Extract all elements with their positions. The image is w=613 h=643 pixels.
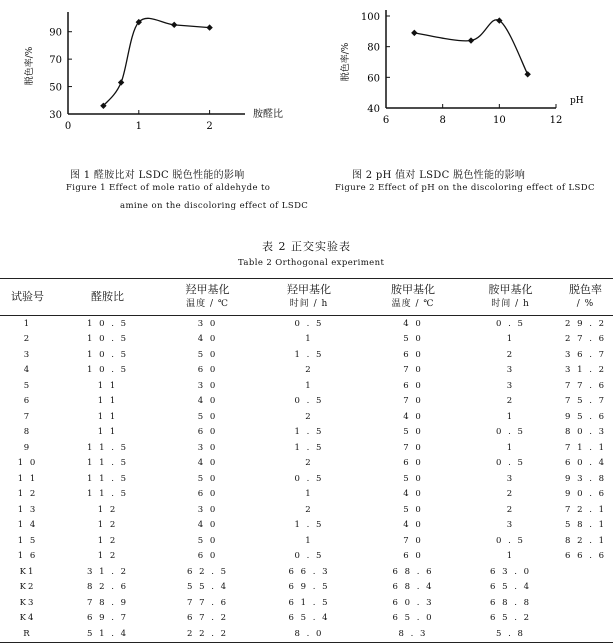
table-cell: 8 2 . 6 bbox=[86, 582, 129, 593]
data-point-marker bbox=[206, 24, 212, 30]
table-row bbox=[0, 502, 613, 518]
table-cell: 6 2 . 5 bbox=[186, 566, 229, 577]
table-row bbox=[0, 533, 613, 549]
table-row bbox=[0, 471, 613, 487]
table-cell: 4 0 bbox=[403, 520, 423, 531]
column-header-title: 试验号 bbox=[11, 290, 44, 303]
table-row bbox=[0, 611, 613, 627]
table-cell: 7 5 . 7 bbox=[564, 396, 607, 407]
table-cell: 4 0 bbox=[197, 396, 218, 407]
series-line bbox=[414, 20, 527, 75]
column-header bbox=[160, 279, 255, 316]
table-row bbox=[0, 456, 613, 472]
table-cell: 4 bbox=[23, 365, 32, 376]
table-cell: 0 . 5 bbox=[294, 551, 324, 562]
table-cell: 3 bbox=[506, 473, 515, 484]
column-header bbox=[463, 279, 558, 316]
table-cell: 6 5 . 4 bbox=[288, 613, 330, 624]
table-cell: 5 8 . 1 bbox=[564, 520, 607, 531]
x-axis-label: pH bbox=[570, 96, 584, 106]
table-cell: 1 . 5 bbox=[294, 427, 324, 438]
data-point-marker bbox=[411, 30, 417, 36]
table-cell bbox=[558, 580, 613, 596]
table-cell: 1 bbox=[506, 551, 515, 562]
table-cell: 5 0 bbox=[403, 427, 423, 438]
table-row bbox=[0, 487, 613, 503]
table-cell: 6 0 . 4 bbox=[564, 458, 607, 469]
table-cell: 1 0 . 5 bbox=[86, 365, 129, 376]
table-cell: 7 0 bbox=[403, 396, 423, 407]
table-cell: 2 2 . 2 bbox=[186, 628, 229, 639]
x-tick-label: 1 bbox=[135, 121, 142, 132]
table-cell: 6 3 . 0 bbox=[489, 566, 532, 577]
y-tick-label: 70 bbox=[49, 55, 62, 67]
column-header bbox=[558, 279, 613, 316]
column-header-title: 胺甲基化 bbox=[391, 283, 435, 296]
table-cell: 6 8 . 6 bbox=[392, 566, 434, 577]
table-row bbox=[0, 440, 613, 456]
column-header bbox=[363, 279, 463, 316]
figure-2-caption-cn: 图 2 pH 值对 LSDC 脱色性能的影响 bbox=[352, 170, 526, 181]
table-cell: K2 bbox=[19, 582, 36, 593]
table-row bbox=[0, 332, 613, 348]
y-tick-label: 40 bbox=[367, 104, 380, 115]
table-cell: 4 0 bbox=[197, 520, 218, 531]
table-cell: 1 bbox=[305, 489, 313, 500]
y-tick-label: 50 bbox=[49, 82, 62, 94]
table-cell: 6 0 . 3 bbox=[392, 597, 434, 608]
x-tick-label: 0 bbox=[64, 121, 72, 132]
table-cell: 4 0 bbox=[403, 411, 423, 422]
table-cell: 2 bbox=[506, 504, 515, 515]
table-row bbox=[0, 564, 613, 580]
table-cell: 1 1 bbox=[97, 380, 118, 391]
figure-1-axes bbox=[23, 12, 283, 132]
table-cell: 1 2 bbox=[97, 520, 118, 531]
table-cell: 1 0 . 5 bbox=[86, 349, 129, 360]
table-cell: 5 0 bbox=[403, 504, 423, 515]
table-title-en: Table 2 Orthogonal experiment bbox=[238, 258, 385, 268]
table-cell: 9 3 . 8 bbox=[564, 473, 607, 484]
table-cell: 2 bbox=[305, 504, 313, 515]
table-cell: 3 bbox=[506, 520, 515, 531]
x-tick-label: 12 bbox=[549, 115, 563, 126]
y-axis-label: 脱色率/% bbox=[25, 46, 35, 86]
table-cell: 3 bbox=[506, 380, 515, 391]
table-cell: 3 0 bbox=[197, 318, 218, 329]
table-cell: 3 bbox=[23, 349, 32, 360]
table-cell: 5 0 bbox=[197, 349, 218, 360]
table-cell: 4 0 bbox=[197, 458, 218, 469]
table-cell: R bbox=[23, 628, 32, 639]
table-cell: 2 bbox=[23, 334, 32, 345]
table-cell: 3 1 . 2 bbox=[564, 365, 607, 376]
table-cell: 6 0 bbox=[403, 349, 423, 360]
table-cell: 2 bbox=[305, 411, 313, 422]
table-cell: 1 0 . 5 bbox=[86, 318, 129, 329]
table-cell: 6 0 bbox=[403, 551, 423, 562]
table-cell: 0 . 5 bbox=[294, 473, 324, 484]
table-cell: 5 bbox=[23, 380, 32, 391]
table-body bbox=[0, 316, 613, 643]
table-cell: 5 0 bbox=[403, 334, 423, 345]
table-cell: 3 1 . 2 bbox=[86, 566, 129, 577]
table-cell: 2 bbox=[506, 396, 515, 407]
figure-2-series bbox=[411, 17, 531, 77]
table-header-row bbox=[0, 279, 613, 316]
table-cell: 2 9 . 2 bbox=[564, 318, 607, 329]
table-cell: 6 8 . 4 bbox=[392, 582, 434, 593]
table-cell: 7 0 bbox=[403, 442, 423, 453]
table-cell: 6 9 . 7 bbox=[86, 613, 129, 624]
table-cell: 1 1 . 5 bbox=[86, 458, 129, 469]
table-cell: 3 bbox=[506, 365, 515, 376]
table-cell: 1 2 bbox=[97, 504, 118, 515]
table-cell: 6 5 . 2 bbox=[489, 613, 532, 624]
table-cell: 1 bbox=[23, 318, 32, 329]
column-header-unit: 温度 / ℃ bbox=[391, 299, 435, 309]
table-cell: 8 . 0 bbox=[294, 628, 324, 639]
table-cell: 0 . 5 bbox=[294, 318, 324, 329]
table-cell: 8 . 3 bbox=[398, 628, 428, 639]
table-cell: 1 . 5 bbox=[294, 520, 324, 531]
table-cell: 6 0 bbox=[197, 551, 218, 562]
table-cell: 1 1 bbox=[97, 411, 118, 422]
table-row bbox=[0, 316, 613, 332]
y-tick-label: 100 bbox=[360, 12, 380, 23]
table-cell: 1 bbox=[506, 442, 515, 453]
table-cell bbox=[558, 595, 613, 611]
table-cell bbox=[558, 564, 613, 580]
table-cell: 2 7 . 6 bbox=[564, 334, 607, 345]
table-cell: 5 1 . 4 bbox=[86, 628, 129, 639]
table-cell: 8 0 . 3 bbox=[564, 427, 607, 438]
table-cell: 1 1 bbox=[97, 396, 118, 407]
table-row bbox=[0, 580, 613, 596]
table-row bbox=[0, 626, 613, 642]
column-header-title: 胺甲基化 bbox=[488, 283, 533, 296]
table-cell: 6 0 bbox=[197, 427, 218, 438]
table-cell: 1 bbox=[506, 411, 515, 422]
table-cell: 3 0 bbox=[197, 442, 218, 453]
table-cell: 1 4 bbox=[17, 520, 38, 531]
table-cell: 6 0 bbox=[197, 365, 218, 376]
table-cell: 2 bbox=[305, 458, 313, 469]
table-cell: 6 8 . 8 bbox=[489, 597, 532, 608]
figure-1-chart bbox=[0, 0, 300, 140]
table-cell: 1 1 . 5 bbox=[86, 473, 129, 484]
column-header bbox=[255, 279, 363, 316]
table-cell: 7 2 . 1 bbox=[564, 504, 607, 515]
table-cell: 5 0 bbox=[197, 411, 218, 422]
table-cell: 4 0 bbox=[403, 489, 423, 500]
table-cell: 1 bbox=[506, 334, 515, 345]
data-point-marker bbox=[468, 37, 474, 43]
table-cell: 8 bbox=[23, 427, 32, 438]
table-cell: 4 0 bbox=[403, 318, 423, 329]
table-cell: 6 0 bbox=[403, 458, 423, 469]
column-header bbox=[0, 279, 55, 316]
table-cell: 6 6 . 6 bbox=[564, 551, 607, 562]
table-cell: 1 . 5 bbox=[294, 349, 324, 360]
table-cell: 9 0 . 6 bbox=[564, 489, 607, 500]
series-line bbox=[103, 18, 209, 105]
table-cell: 7 0 bbox=[403, 365, 423, 376]
table-cell: 7 1 . 1 bbox=[564, 442, 607, 453]
table-cell: 7 8 . 9 bbox=[86, 597, 129, 608]
table-cell: 1 2 bbox=[17, 489, 38, 500]
figure-1-caption-cn: 图 1 醛胺比对 LSDC 脱色性能的影响 bbox=[70, 170, 245, 181]
table-cell: 1 bbox=[305, 535, 313, 546]
table-cell: 1 0 bbox=[17, 458, 38, 469]
table-cell: K3 bbox=[19, 597, 36, 608]
table-cell: 0 . 5 bbox=[496, 427, 525, 438]
table-cell: 1 0 . 5 bbox=[86, 334, 129, 345]
table-cell: 1 1 bbox=[97, 427, 118, 438]
table-cell: 0 . 5 bbox=[496, 318, 525, 329]
table-cell: 6 9 . 5 bbox=[288, 582, 330, 593]
y-tick-label: 30 bbox=[49, 110, 62, 121]
column-header bbox=[55, 279, 160, 316]
x-tick-label: 8 bbox=[439, 115, 446, 126]
table-cell: 1 2 bbox=[97, 551, 118, 562]
table-cell: 7 7 . 6 bbox=[564, 380, 607, 391]
table-cell: 6 6 . 3 bbox=[288, 566, 330, 577]
table-cell: 1 bbox=[305, 334, 313, 345]
data-point-marker bbox=[118, 79, 124, 85]
y-tick-label: 80 bbox=[367, 42, 380, 54]
y-tick-label: 60 bbox=[367, 73, 380, 85]
table-row bbox=[0, 394, 613, 410]
table-cell: 1 1 . 5 bbox=[86, 489, 129, 500]
table-cell: 7 0 bbox=[403, 535, 423, 546]
table-cell: 1 . 5 bbox=[294, 442, 324, 453]
y-axis-label: 脱色率/% bbox=[341, 42, 351, 82]
figure-1-caption-en-line1: Figure 1 Effect of mole ratio of aldehyde to bbox=[66, 183, 271, 193]
table-cell: 0 . 5 bbox=[496, 458, 525, 469]
x-tick-label: 6 bbox=[382, 115, 390, 126]
table-cell: 6 0 bbox=[197, 489, 218, 500]
table-cell: 5 0 bbox=[197, 535, 218, 546]
table-cell: 1 5 bbox=[17, 535, 38, 546]
table-cell: 2 bbox=[506, 349, 515, 360]
table-cell: 2 bbox=[305, 365, 313, 376]
column-header-title: 羟甲基化 bbox=[185, 283, 230, 296]
table-cell: 7 7 . 6 bbox=[186, 597, 229, 608]
table-cell: 9 bbox=[23, 442, 32, 453]
table-cell: 4 0 bbox=[197, 334, 218, 345]
table-cell: 3 6 . 7 bbox=[564, 349, 607, 360]
table-cell: 5 0 bbox=[197, 473, 218, 484]
table-cell: 5 . 8 bbox=[496, 628, 525, 639]
table-cell: 1 2 bbox=[97, 535, 118, 546]
figure-2-caption-en: Figure 2 Effect of pH on the discoloring effect of LSDC bbox=[335, 183, 595, 193]
x-tick-label: 10 bbox=[492, 115, 506, 126]
table-cell bbox=[558, 626, 613, 642]
table-title-cn: 表 2 正交实验表 bbox=[262, 240, 351, 253]
column-header-unit: 时间 / h bbox=[491, 299, 530, 309]
column-header-title: 羟甲基化 bbox=[287, 283, 331, 296]
table-cell: 9 5 . 6 bbox=[564, 411, 607, 422]
column-header-unit: 温度 / ℃ bbox=[186, 299, 229, 309]
column-header-unit: 时间 / h bbox=[289, 299, 329, 309]
table-cell: 8 2 . 1 bbox=[564, 535, 607, 546]
table-cell: 7 bbox=[23, 411, 32, 422]
y-tick-label: 90 bbox=[49, 27, 62, 39]
table-row bbox=[0, 595, 613, 611]
table-row bbox=[0, 549, 613, 565]
table-row bbox=[0, 518, 613, 534]
table-cell: 6 bbox=[23, 396, 32, 407]
table-row bbox=[0, 425, 613, 441]
table-cell: 3 0 bbox=[197, 504, 218, 515]
table-cell: 1 3 bbox=[17, 504, 38, 515]
table-cell: 6 5 . 4 bbox=[489, 582, 532, 593]
table-row bbox=[0, 409, 613, 425]
table-cell: 5 5 . 4 bbox=[186, 582, 229, 593]
table-row bbox=[0, 363, 613, 379]
table-row bbox=[0, 347, 613, 363]
table-cell: 0 . 5 bbox=[496, 535, 525, 546]
table-cell: 1 1 bbox=[17, 473, 38, 484]
table-cell: 0 . 5 bbox=[294, 396, 324, 407]
figure-1-series bbox=[100, 18, 213, 109]
x-tick-label: 2 bbox=[206, 121, 213, 132]
table-cell: 5 0 bbox=[403, 473, 423, 484]
table-cell: 3 0 bbox=[197, 380, 218, 391]
table-cell: 1 6 bbox=[17, 551, 38, 562]
figure-2-chart bbox=[330, 0, 613, 140]
table-cell: 2 bbox=[506, 489, 515, 500]
x-axis-label: 胺醛比 bbox=[253, 109, 283, 120]
figure-1-caption-en-line2: amine on the discoloring effect of LSDC bbox=[120, 201, 309, 211]
table-cell: 6 7 . 2 bbox=[186, 613, 229, 624]
figure-2-axes bbox=[339, 10, 584, 126]
table-cell bbox=[558, 611, 613, 627]
table-cell: 1 bbox=[305, 380, 313, 391]
table-cell: 6 0 bbox=[403, 380, 423, 391]
column-header-title: 醛胺比 bbox=[91, 290, 124, 303]
table-cell: K1 bbox=[19, 566, 36, 577]
column-header-title: 脱色率 bbox=[569, 283, 602, 296]
data-point-marker bbox=[524, 71, 530, 77]
data-point-marker bbox=[171, 22, 177, 28]
table-row bbox=[0, 378, 613, 394]
table-cell: 6 5 . 0 bbox=[392, 613, 434, 624]
orthogonal-experiment-table bbox=[0, 278, 613, 643]
table-cell: 1 1 . 5 bbox=[86, 442, 129, 453]
column-header-unit: / % bbox=[576, 299, 595, 309]
table-cell: 6 1 . 5 bbox=[288, 597, 330, 608]
table-cell: K4 bbox=[19, 613, 36, 624]
